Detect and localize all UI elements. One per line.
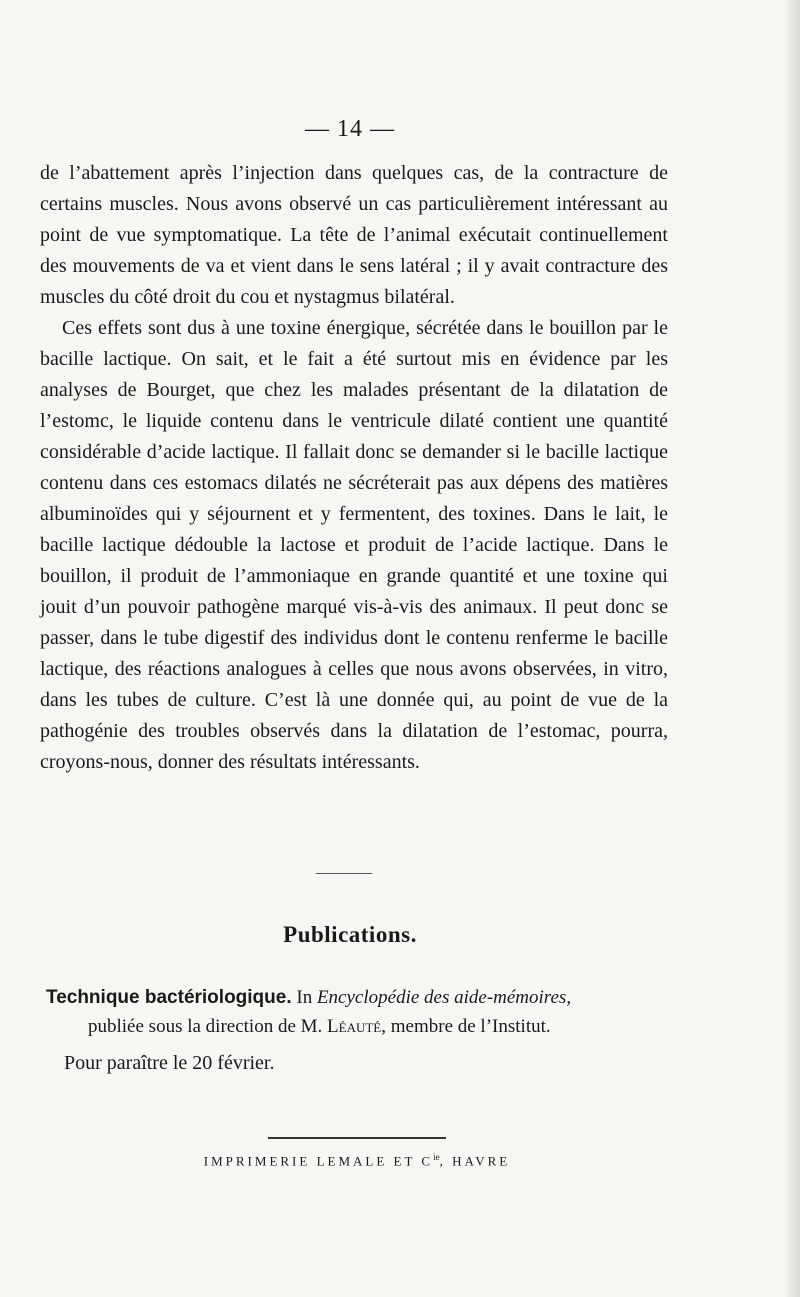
publication-direction: publiée sous la direction de M. [88,1016,323,1037]
publication-in-prefix: In [296,987,313,1008]
publication-entry [46,983,676,1041]
publication-line-2 [46,1012,676,1041]
imprint-rule [268,1137,446,1139]
printer-imprint [0,1152,714,1169]
publication-title: Technique bactériologique. [46,987,292,1008]
imprint-superscript: ie [433,1152,440,1162]
publication-director-role: membre de l’Institut. [390,1016,551,1037]
section-title: Publications. [283,922,417,947]
publication-director: Léauté, [327,1016,386,1037]
publication-line-1 [46,983,676,1012]
page-edge-shadow [786,0,800,1297]
page-number: — 14 — [305,116,395,142]
imprint-city: , HAVRE [439,1153,511,1169]
imprint-name: IMPRIMERIE LEMALE ET C [203,1153,434,1169]
section-separator [316,873,372,874]
availability-note: Pour paraître le 20 février. [64,1052,275,1074]
paragraph-2: Ces effets sont dus à une toxine énergique, sécrétée dans le bouillon par le bacille lactique. On sait, et le fait a été surtout mis en évidence par les analyses de Bourget, que chez les malades présentant de la dilatation de l’estomc, le liquide contenu dans le ventricule dilaté contient une quantité considérable d’acide lactique. Il fallait donc se demander si le bacille lactique contenu dans ces estomacs dilatés ne sécréterait pas aux dépens des matières albuminoïdes qui y séjournent et y fermentent, des toxines. Dans le lait, le bacille lactique dédouble la lactose et produit de l’acide lactique. Dans le bouillon, il produit de l’ammoniaque en grande quantité et une toxine qui jouit d’un pouvoir pathogène marqué vis-à-vis des animaux. Il peut donc se passer, dans le tube digestif des individus dont le contenu renferme le bacille lactique, des réactions analogues à celles que nous avons observées, in vitro, dans les tubes de culture. C’est là une donnée qui, au point de vue de la pathogénie des troubles observés dans la dilatation de l’estomac, pourra, croyons-nous, donner des résultats intéressants. [40,317,668,773]
body-text [40,158,668,778]
publication-source: Encyclopédie des aide-mémoires, [316,987,572,1008]
paragraph-1: de l’abattement après l’injection dans quelques cas, de la contracture de certains muscles. Nous avons observé un cas particulièrement intéressant au point de vue symptomatique. La tête de l’animal exécutait continuellement des mouvements de va et vient dans le sens latéral ; il y avait contracture des muscles du côté droit du cou et nystagmus bilatéral. [40,162,668,308]
